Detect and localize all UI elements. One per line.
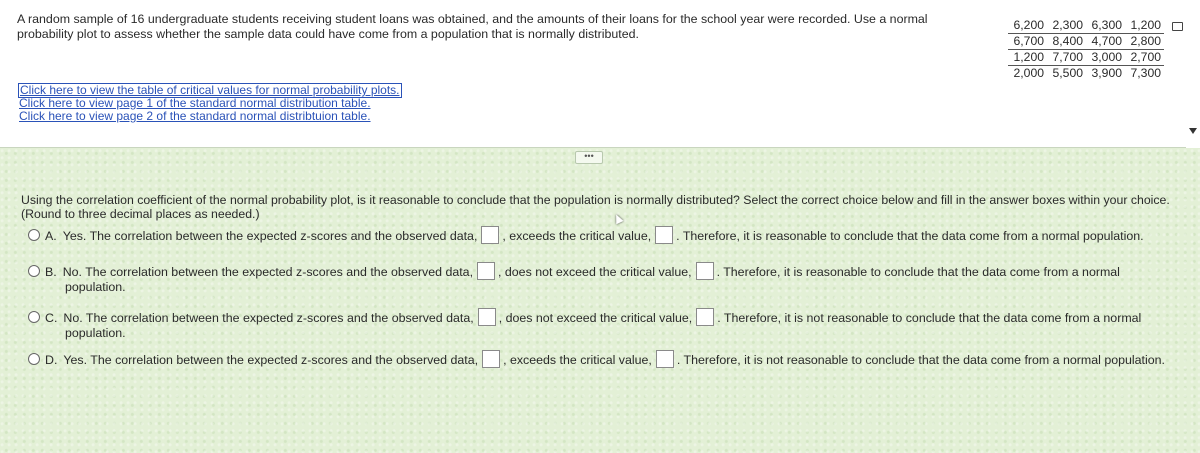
choice-c-text-3: . Therefore, it is not reasonable to conclude that the data come from a normal: [717, 311, 1142, 325]
data-row: [1008, 18, 1164, 34]
choice-b-text-3: . Therefore, it is reasonable to conclude that the data come from a normal: [716, 265, 1120, 279]
choice-a-text-2: , exceeds the critical value,: [502, 229, 652, 243]
choice-b[interactable]: [28, 262, 1120, 294]
scroll-down-arrow-icon[interactable]: [1189, 128, 1197, 134]
critical-value-answer-box-a[interactable]: [655, 226, 673, 244]
resource-links: [19, 84, 401, 123]
data-cell: 3,900: [1091, 66, 1122, 80]
problem-prompt: [17, 12, 967, 42]
data-cell: 8,400: [1052, 34, 1083, 48]
section-divider: [0, 147, 1186, 148]
choice-c[interactable]: [28, 308, 1141, 340]
choice-b-radio[interactable]: [28, 265, 40, 277]
choice-c-text-2: , does not exceed the critical value,: [498, 311, 693, 325]
data-cell: 7,700: [1052, 50, 1083, 64]
choice-a-text-3: . Therefore, it is reasonable to conclude that the data come from a normal population.: [676, 229, 1144, 243]
data-cell: 6,700: [1013, 34, 1044, 48]
choice-b-text-2: , does not exceed the critical value,: [498, 265, 692, 279]
choice-c-text-1: No. The correlation between the expected z-scores and the observed data,: [63, 311, 474, 325]
critical-values-link[interactable]: Click here to view the table of critical values for normal probability plots.: [20, 83, 400, 97]
copy-data-icon[interactable]: [1172, 22, 1183, 31]
choice-b-text-1: No. The correlation between the expected z-scores and the observed data,: [62, 265, 474, 279]
normal-table-page-1-link[interactable]: Click here to view page 1 of the standard normal distribution table.: [19, 96, 371, 110]
correlation-answer-box-d[interactable]: [482, 350, 500, 368]
choice-c-text-4: population.: [65, 326, 126, 340]
data-cell: 3,000: [1091, 50, 1122, 64]
correlation-answer-box-a[interactable]: [481, 226, 499, 244]
prompt-line-1: A random sample of 16 undergraduate students receiving student loans was obtained, and the amounts of their loans for the school year were recorded. Use a normal: [17, 12, 928, 26]
data-cell: 1,200: [1013, 50, 1044, 64]
choice-c-letter: C.: [45, 311, 58, 325]
choice-a[interactable]: [28, 226, 1144, 244]
loan-data-table: [1008, 18, 1164, 81]
question-text: [21, 193, 1191, 221]
critical-value-answer-box-d[interactable]: [656, 350, 674, 368]
prompt-line-2: probability plot to assess whether the sample data could have come from a population that is normally distributed.: [17, 27, 639, 41]
data-cell: 1,200: [1130, 18, 1161, 32]
critical-value-answer-box-c[interactable]: [696, 308, 714, 326]
choice-b-letter: B.: [45, 265, 57, 279]
question-line-2: (Round to three decimal places as needed.): [21, 207, 260, 221]
data-row: [1008, 66, 1164, 81]
data-cell: 4,700: [1091, 34, 1122, 48]
data-cell: 7,300: [1130, 66, 1161, 80]
choice-d[interactable]: [28, 350, 1165, 368]
data-cell: 5,500: [1052, 66, 1083, 80]
choice-d-text-1: Yes. The correlation between the expected z-scores and the observed data,: [63, 353, 479, 367]
correlation-answer-box-b[interactable]: [477, 262, 495, 280]
data-cell: 6,200: [1013, 18, 1044, 32]
data-row: [1008, 34, 1164, 50]
data-cell: 2,700: [1130, 50, 1161, 64]
data-row: [1008, 50, 1164, 66]
choice-d-text-2: , exceeds the critical value,: [503, 353, 652, 367]
choice-a-text-1: Yes. The correlation between the expected z-scores and the observed data,: [62, 229, 478, 243]
expand-more-button[interactable]: •••: [575, 151, 603, 164]
data-cell: 2,800: [1130, 34, 1161, 48]
choice-a-letter: A.: [45, 229, 57, 243]
choice-d-letter: D.: [45, 353, 58, 367]
critical-value-answer-box-b[interactable]: [696, 262, 714, 280]
normal-table-page-2-link[interactable]: Click here to view page 2 of the standard normal distribtuion table.: [19, 109, 371, 123]
choice-c-radio[interactable]: [28, 311, 40, 323]
data-cell: 6,300: [1091, 18, 1122, 32]
correlation-answer-box-c[interactable]: [478, 308, 496, 326]
choice-d-text-3: . Therefore, it is not reasonable to conclude that the data come from a normal population.: [676, 353, 1165, 367]
choice-b-text-4: population.: [65, 280, 126, 294]
data-cell: 2,300: [1052, 18, 1083, 32]
choice-d-radio[interactable]: [28, 353, 40, 365]
question-line-1: Using the correlation coefficient of the normal probability plot, is it reasonable to conclude that the population is normally distributed? Select the correct choice below and fill in the answer boxes within your choice.: [21, 193, 1170, 207]
data-cell: 2,000: [1013, 66, 1044, 80]
choice-a-radio[interactable]: [28, 229, 40, 241]
